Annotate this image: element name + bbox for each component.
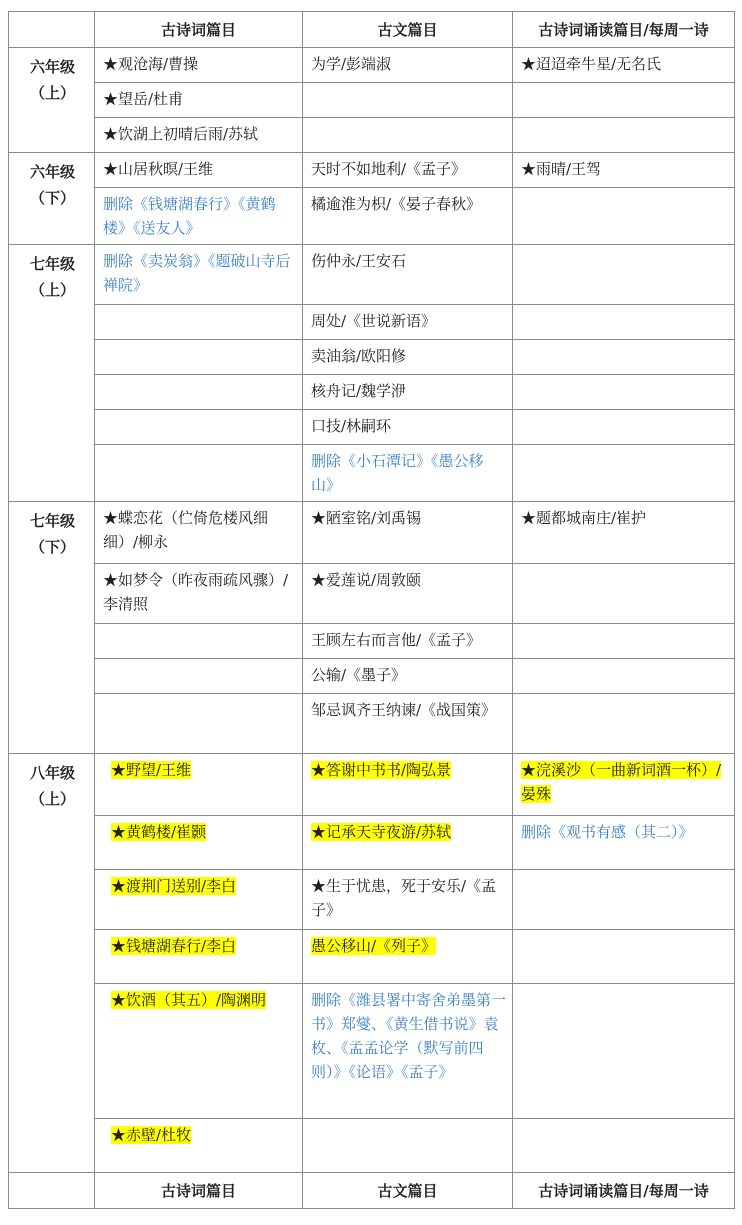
recitation-cell: ★雨晴/王驾 xyxy=(513,153,735,188)
prose-cell: 伤仲永/王安石 xyxy=(303,245,513,305)
highlighted-text: ★浣溪沙（一曲新词酒一杯）/晏殊 xyxy=(521,761,722,803)
prose-cell xyxy=(303,1119,513,1173)
prose-cell: 为学/彭端淑 xyxy=(303,48,513,83)
grade-label: 八年级 xyxy=(29,764,75,782)
grade-cell xyxy=(9,48,95,153)
recitation-cell xyxy=(513,1119,735,1173)
recitation-cell xyxy=(513,188,735,245)
grade-term: （上） xyxy=(29,84,75,102)
grade-label: 六年级 xyxy=(29,163,75,181)
poetry-cell xyxy=(95,754,303,816)
recitation-cell: ★题都城南庄/崔护 xyxy=(513,502,735,564)
table-row xyxy=(9,245,735,305)
recitation-cell xyxy=(513,245,735,305)
recitation-cell xyxy=(513,754,735,816)
footer-row xyxy=(9,1173,735,1209)
footer-recitation: 古诗词诵读篇目/每周一诗 xyxy=(513,1173,735,1209)
table-row xyxy=(9,188,735,245)
table-row xyxy=(9,1119,735,1173)
footer-prose: 古文篇目 xyxy=(303,1173,513,1209)
grade-cell xyxy=(9,502,95,754)
grade-term: （下） xyxy=(29,538,75,556)
recitation-cell xyxy=(513,305,735,340)
table-row xyxy=(9,564,735,624)
prose-cell: 核舟记/魏学洢 xyxy=(303,375,513,410)
poetry-cell: ★饮湖上初晴后雨/苏轼 xyxy=(95,118,303,153)
highlighted-text: ★渡荆门送别/李白 xyxy=(111,877,237,895)
prose-cell: 口技/林嗣环 xyxy=(303,410,513,445)
poetry-cell xyxy=(95,410,303,445)
poetry-cell xyxy=(95,870,303,930)
poetry-cell-deleted: 删除《钱塘湖春行》《黄鹤楼》《送友人》 xyxy=(95,188,303,245)
table-row xyxy=(9,659,735,694)
prose-cell: ★陋室铭/刘禹锡 xyxy=(303,502,513,564)
recitation-cell xyxy=(513,445,735,502)
header-prose: 古文篇目 xyxy=(303,12,513,48)
prose-cell: ★爱莲说/周敦颐 xyxy=(303,564,513,624)
recitation-cell xyxy=(513,624,735,659)
highlighted-text: ★黄鹤楼/崔颢 xyxy=(111,823,207,841)
prose-cell xyxy=(303,930,513,984)
poetry-cell-deleted: 删除《卖炭翁》《题破山寺后禅院》 xyxy=(95,245,303,305)
table-row xyxy=(9,48,735,83)
recitation-cell xyxy=(513,930,735,984)
footer-grade xyxy=(9,1173,95,1209)
poetry-cell xyxy=(95,1119,303,1173)
table-row xyxy=(9,375,735,410)
recitation-cell-deleted: 删除《观书有感（其二）》 xyxy=(513,816,735,870)
table-row xyxy=(9,870,735,930)
prose-cell xyxy=(303,83,513,118)
poetry-cell xyxy=(95,659,303,694)
table-row xyxy=(9,816,735,870)
highlighted-text: ★饮酒（其五）/陶渊明 xyxy=(111,991,267,1009)
grade-label: 六年级 xyxy=(29,58,75,76)
table-row xyxy=(9,984,735,1119)
recitation-cell xyxy=(513,118,735,153)
prose-cell-deleted: 删除《小石潭记》《愚公移山》 xyxy=(303,445,513,502)
prose-cell: 王顾左右而言他/《孟子》 xyxy=(303,624,513,659)
grade-cell xyxy=(9,245,95,502)
grade-term: （下） xyxy=(29,189,75,207)
grade-label: 七年级 xyxy=(29,512,75,530)
poetry-cell xyxy=(95,984,303,1119)
table-row xyxy=(9,754,735,816)
recitation-cell xyxy=(513,984,735,1119)
poetry-cell: ★蝶恋花（伫倚危楼风细细）/柳永 xyxy=(95,502,303,564)
recitation-cell: ★迢迢牵牛星/无名氏 xyxy=(513,48,735,83)
prose-cell xyxy=(303,754,513,816)
highlighted-text: ★记承天寺夜游/苏轼 xyxy=(311,823,452,841)
highlighted-text: ★赤壁/杜牧 xyxy=(111,1126,192,1144)
highlighted-text: ★钱塘湖春行/李白 xyxy=(111,937,237,955)
prose-cell: 橘逾淮为枳/《晏子春秋》 xyxy=(303,188,513,245)
poetry-cell: ★望岳/杜甫 xyxy=(95,83,303,118)
prose-cell xyxy=(303,816,513,870)
grade-term: （上） xyxy=(29,281,75,299)
poetry-cell xyxy=(95,375,303,410)
recitation-cell xyxy=(513,410,735,445)
grade-term: （上） xyxy=(29,790,75,808)
recitation-cell xyxy=(513,340,735,375)
recitation-cell xyxy=(513,870,735,930)
prose-cell-deleted: 删除《潍县署中寄舍弟墨第一书》郑燮、《黄生借书说》袁枚、《孟孟论学（默写前四则）》《论语》《孟子》 xyxy=(303,984,513,1119)
table-row xyxy=(9,153,735,188)
curriculum-table xyxy=(8,11,735,1209)
table-row xyxy=(9,445,735,502)
poetry-cell xyxy=(95,445,303,502)
table-row xyxy=(9,624,735,659)
grade-label: 七年级 xyxy=(29,255,75,273)
prose-cell: 天时不如地利/《孟子》 xyxy=(303,153,513,188)
table-row xyxy=(9,410,735,445)
poetry-cell xyxy=(95,624,303,659)
prose-cell: 邹忌讽齐王纳谏/《战国策》 xyxy=(303,694,513,754)
highlighted-text: 愚公移山/《列子》 xyxy=(311,937,437,955)
grade-cell xyxy=(9,153,95,245)
prose-cell: 卖油翁/欧阳修 xyxy=(303,340,513,375)
recitation-cell xyxy=(513,659,735,694)
table-row xyxy=(9,694,735,754)
poetry-cell: ★观沧海/曹操 xyxy=(95,48,303,83)
table-row xyxy=(9,83,735,118)
poetry-cell: ★山居秋暝/王维 xyxy=(95,153,303,188)
header-row xyxy=(9,12,735,48)
highlighted-text: ★答谢中书书/陶弘景 xyxy=(311,761,452,779)
prose-cell: 公输/《墨子》 xyxy=(303,659,513,694)
highlighted-text: ★野望/王维 xyxy=(111,761,192,779)
poetry-cell xyxy=(95,694,303,754)
prose-cell xyxy=(303,118,513,153)
table-row xyxy=(9,118,735,153)
table-row xyxy=(9,340,735,375)
table-row xyxy=(9,502,735,564)
table-row xyxy=(9,305,735,340)
header-recitation: 古诗词诵读篇目/每周一诗 xyxy=(513,12,735,48)
header-grade xyxy=(9,12,95,48)
poetry-cell: ★如梦令（昨夜雨疏风骤）/李清照 xyxy=(95,564,303,624)
recitation-cell xyxy=(513,564,735,624)
recitation-cell xyxy=(513,83,735,118)
prose-cell: 周处/《世说新语》 xyxy=(303,305,513,340)
header-poetry: 古诗词篇目 xyxy=(95,12,303,48)
grade-cell xyxy=(9,754,95,1173)
poetry-cell xyxy=(95,816,303,870)
table-row xyxy=(9,930,735,984)
poetry-cell xyxy=(95,930,303,984)
footer-poetry: 古诗词篇目 xyxy=(95,1173,303,1209)
poetry-cell xyxy=(95,305,303,340)
poetry-cell xyxy=(95,340,303,375)
recitation-cell xyxy=(513,694,735,754)
prose-cell: ★生于忧患，死于安乐/《孟子》 xyxy=(303,870,513,930)
recitation-cell xyxy=(513,375,735,410)
